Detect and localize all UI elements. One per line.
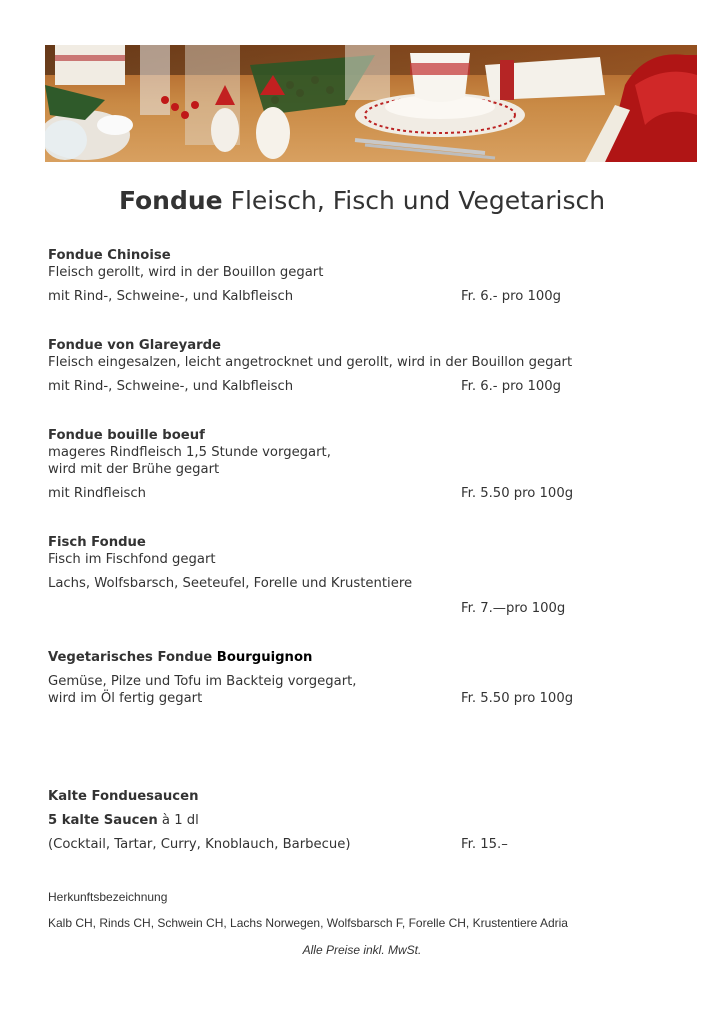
page-title-rest: Fleisch, Fisch und Vegetarisch [222, 186, 606, 215]
section-description: Fisch im Fischfond gegart [48, 552, 216, 567]
sauces-count [48, 813, 199, 829]
section-description: mageres Rindfleisch 1,5 Stunde vorgegart, [48, 445, 331, 460]
section-heading-part: Bourguignon [216, 650, 313, 665]
page-title-bold: Fondue [118, 186, 223, 215]
section-detail: mit Rindfleisch [48, 486, 146, 501]
section-heading [48, 650, 312, 666]
section-description: wird mit der Brühe gegart [48, 462, 220, 477]
section-detail: mit Rind-, Schweine-, und Kalbfleisch [48, 379, 294, 394]
section-heading: Fondue Chinoise [48, 248, 171, 263]
page-title [0, 186, 724, 215]
header-photo [45, 45, 697, 162]
section-description: Fleisch eingesalzen, leicht angetrocknet und gerollt, wird in der Bouillon gegart [48, 355, 573, 370]
section-heading: Fondue von Glareyarde [48, 338, 221, 353]
sauces-count-rest: à 1 dl [157, 813, 199, 828]
sauces-list: (Cocktail, Tartar, Curry, Knoblauch, Barbecue) [48, 837, 351, 852]
section-price: Fr. 5.50 pro 100g [461, 486, 574, 501]
section-detail: Lachs, Wolfsbarsch, Seeteufel, Forelle und Krustentiere [48, 576, 413, 591]
section-description: Gemüse, Pilze und Tofu im Backteig vorgegart, [48, 674, 357, 689]
sauces-heading: Kalte Fonduesaucen [48, 789, 199, 804]
section-price: Fr. 5.50 pro 100g [461, 691, 574, 706]
section-description: Fleisch gerollt, wird in der Bouillon gegart [48, 265, 324, 280]
section-price: Fr. 6.- pro 100g [461, 379, 562, 394]
section-heading: Fisch Fondue [48, 535, 146, 550]
price-note: Alle Preise inkl. MwSt. [302, 943, 422, 957]
sauces-price: Fr. 15.– [461, 837, 508, 852]
section-detail: mit Rind-, Schweine-, und Kalbfleisch [48, 289, 294, 304]
sauces-count-bold: 5 kalte Saucen [48, 813, 158, 828]
section-price: Fr. 6.- pro 100g [461, 289, 562, 304]
section-description: wird im Öl fertig gegart [48, 691, 203, 706]
origin-text: Kalb CH, Rinds CH, Schwein CH, Lachs Norwegen, Wolfsbarsch F, Forelle CH, Krustentiere Adria [48, 916, 568, 930]
section-heading-part: Vegetarisches Fondue [48, 650, 217, 665]
section-heading: Fondue bouille boeuf [48, 428, 205, 443]
section-price: Fr. 7.—pro 100g [461, 601, 566, 616]
origin-heading: Herkunftsbezeichnung [48, 890, 168, 904]
